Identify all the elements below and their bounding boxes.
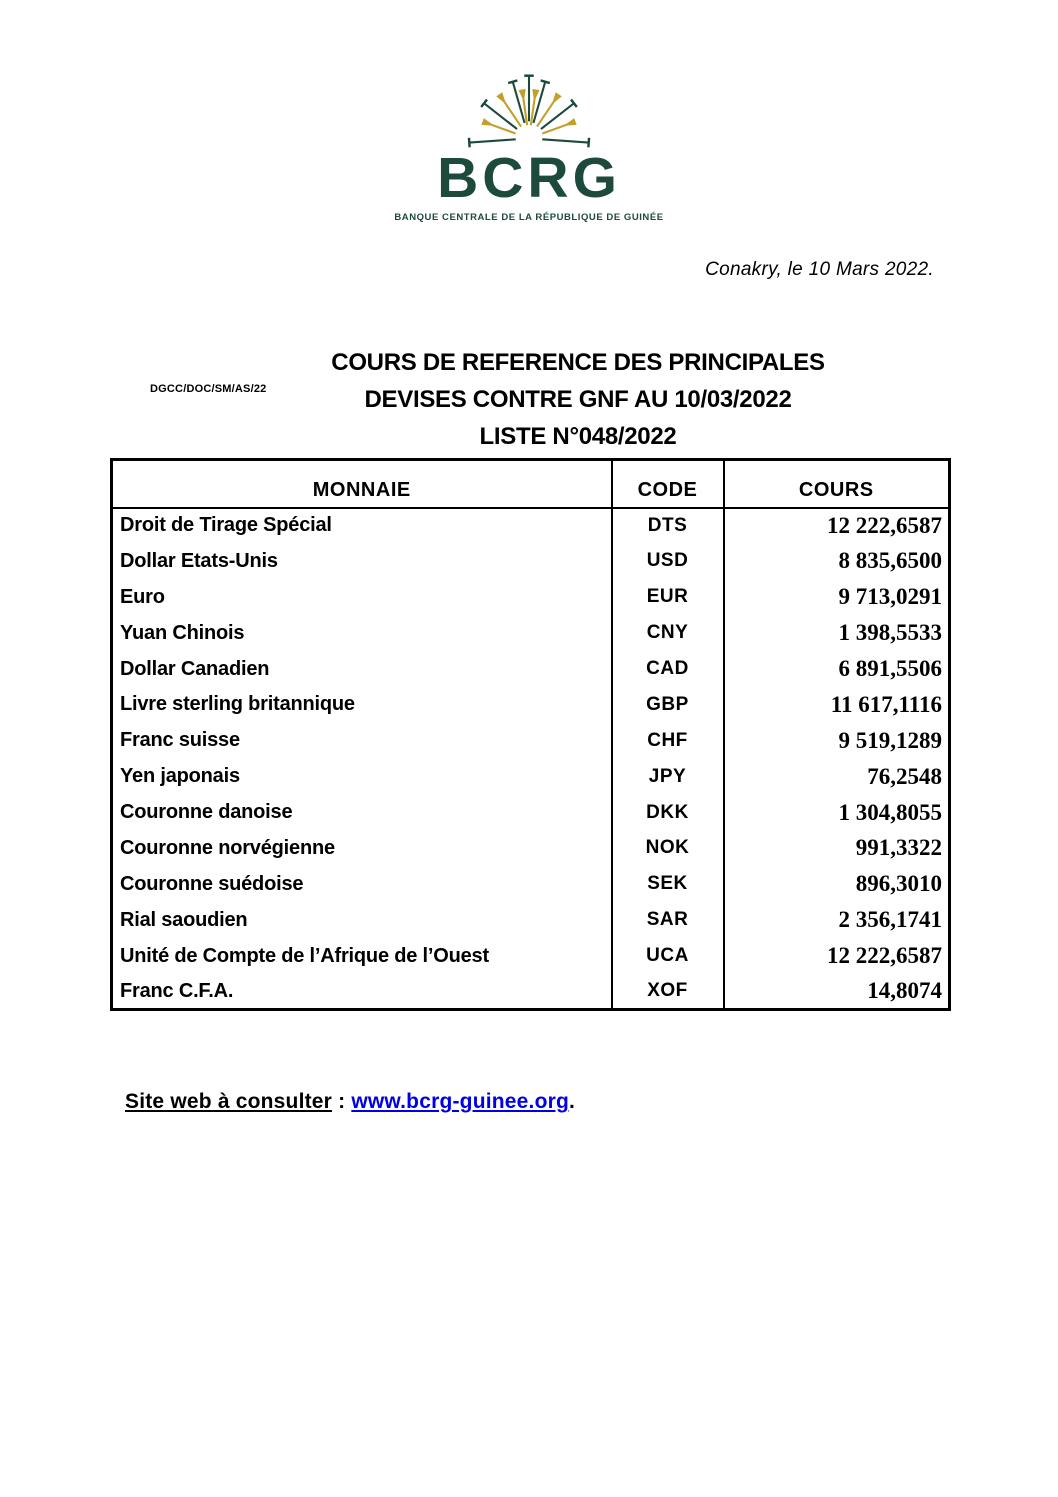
- header-code: CODE: [612, 460, 724, 508]
- title-line-2: DEVISES CONTRE GNF AU 10/03/2022: [364, 386, 792, 413]
- table-row: [112, 508, 950, 544]
- table-row: [112, 902, 950, 938]
- title-line-1: COURS DE REFERENCE DES PRINCIPALES: [331, 349, 825, 376]
- logo-rays-icon: [453, 68, 605, 148]
- rate-value-cell: 6 891,5506: [724, 651, 950, 687]
- currency-code-cell: UCA: [612, 938, 724, 974]
- document-title: [178, 344, 978, 455]
- table-row: [112, 723, 950, 759]
- date-line: Conakry, le 10 Mars 2022.: [705, 259, 934, 280]
- website-note-colon: :: [332, 1090, 352, 1113]
- rate-value-cell: 11 617,1116: [724, 687, 950, 723]
- currency-name-cell: Couronne danoise: [120, 801, 293, 824]
- currency-code-cell: XOF: [612, 974, 724, 1010]
- table-row: [112, 615, 950, 651]
- table-row: [112, 579, 950, 615]
- table-row: [112, 795, 950, 831]
- currency-code-cell: CNY: [612, 615, 724, 651]
- reference-code: DGCC/DOC/SM/AS/22: [150, 383, 267, 395]
- currency-code-cell: SAR: [612, 902, 724, 938]
- rate-value-cell: 9 713,0291: [724, 579, 950, 615]
- table-row: [112, 687, 950, 723]
- rate-value-cell: 14,8074: [724, 974, 950, 1010]
- table-row: [112, 759, 950, 795]
- table-header-row: [112, 460, 950, 508]
- table-row: [112, 938, 950, 974]
- rate-value-cell: 896,3010: [724, 866, 950, 902]
- currency-code-cell: SEK: [612, 866, 724, 902]
- table-row: [112, 866, 950, 902]
- website-link[interactable]: www.bcrg-guinee.org: [351, 1090, 570, 1113]
- rate-value-cell: 2 356,1741: [724, 902, 950, 938]
- currency-code-cell: DKK: [612, 795, 724, 831]
- currency-code-cell: NOK: [612, 831, 724, 867]
- currency-code-cell: JPY: [612, 759, 724, 795]
- currency-code-cell: DTS: [612, 508, 724, 544]
- currency-name-cell: Yen japonais: [120, 765, 240, 788]
- currency-code-cell: EUR: [612, 579, 724, 615]
- rate-value-cell: 9 519,1289: [724, 723, 950, 759]
- currency-name-cell: Dollar Etats-Unis: [120, 549, 278, 572]
- website-note: [125, 1090, 575, 1114]
- rate-value-cell: 76,2548: [724, 759, 950, 795]
- currency-name-cell: Euro: [120, 585, 165, 608]
- website-note-label: Site web à consulter: [125, 1090, 333, 1113]
- table-row: [112, 651, 950, 687]
- currency-name-cell: Rial saoudien: [120, 908, 248, 931]
- currency-name-cell: Couronne suédoise: [120, 872, 304, 895]
- currency-name-cell: Livre sterling britannique: [120, 693, 355, 716]
- title-line-3: LISTE N°048/2022: [479, 423, 677, 450]
- currency-name-cell: Franc suisse: [120, 729, 240, 752]
- rate-value-cell: 991,3322: [724, 831, 950, 867]
- header-cours: COURS: [724, 460, 950, 508]
- currency-code-cell: GBP: [612, 687, 724, 723]
- table-row: [112, 974, 950, 1010]
- logo-tagline: BANQUE CENTRALE DE LA RÉPUBLIQUE DE GUINÉE: [394, 212, 664, 223]
- table-row: [112, 831, 950, 867]
- rates-table: [110, 458, 951, 1011]
- rate-value-cell: 1 304,8055: [724, 795, 950, 831]
- rate-value-cell: 12 222,6587: [724, 508, 950, 544]
- logo-acronym: BCRG: [437, 146, 621, 210]
- rate-value-cell: 8 835,6500: [724, 543, 950, 579]
- currency-name-cell: Couronne norvégienne: [120, 836, 335, 859]
- currency-code-cell: USD: [612, 543, 724, 579]
- bcrg-logo: [0, 68, 1058, 223]
- currency-name-cell: Unité de Compte de l’Afrique de l’Ouest: [120, 944, 489, 967]
- currency-code-cell: CAD: [612, 651, 724, 687]
- rate-value-cell: 1 398,5533: [724, 615, 950, 651]
- currency-code-cell: CHF: [612, 723, 724, 759]
- currency-name-cell: Yuan Chinois: [120, 621, 245, 644]
- header-monnaie: MONNAIE: [112, 460, 612, 508]
- currency-name-cell: Franc C.F.A.: [120, 979, 234, 1002]
- currency-name-cell: Dollar Canadien: [120, 657, 270, 680]
- website-note-suffix: .: [569, 1090, 576, 1113]
- rate-value-cell: 12 222,6587: [724, 938, 950, 974]
- table-row: [112, 543, 950, 579]
- rates-table-body: [112, 508, 950, 1010]
- currency-name-cell: Droit de Tirage Spécial: [120, 514, 332, 537]
